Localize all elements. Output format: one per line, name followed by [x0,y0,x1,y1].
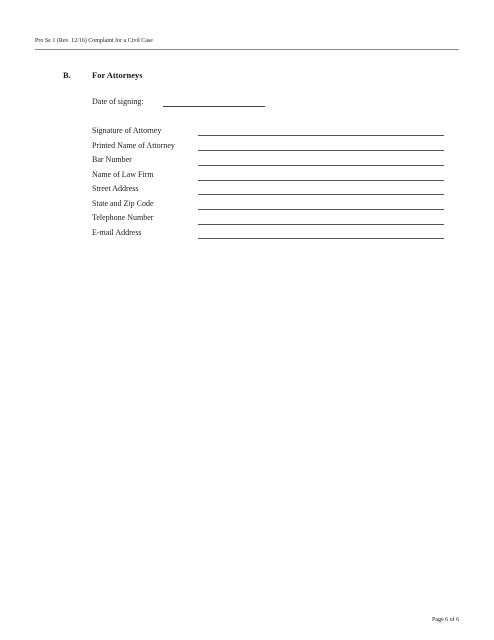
street-address-field[interactable] [198,194,444,195]
telephone-number-label: Telephone Number [92,213,154,222]
date-of-signing-field[interactable] [163,106,265,107]
signature-of-attorney-field[interactable] [198,135,444,136]
printed-name-of-attorney-label: Printed Name of Attorney [92,141,175,150]
email-address-field[interactable] [198,238,444,239]
street-address-label: Street Address [92,184,139,193]
date-of-signing-label: Date of signing: [92,97,144,106]
bar-number-field[interactable] [198,165,444,166]
state-and-zip-code-field[interactable] [198,209,444,210]
form-header-title: Pro Se 1 (Rev. 12/16) Complaint for a Civil Case [35,38,153,44]
section-letter: B. [63,70,71,80]
email-address-label: E-mail Address [92,228,142,237]
signature-of-attorney-label: Signature of Attorney [92,126,162,135]
telephone-number-field[interactable] [198,224,444,225]
name-of-law-firm-label: Name of Law Firm [92,170,154,179]
printed-name-of-attorney-field[interactable] [198,150,444,151]
header-divider [35,49,459,50]
state-and-zip-code-label: State and Zip Code [92,199,154,208]
page-number: Page 6 of 6 [432,617,460,623]
name-of-law-firm-field[interactable] [198,180,444,181]
bar-number-label: Bar Number [92,155,132,164]
section-title: For Attorneys [92,70,143,80]
